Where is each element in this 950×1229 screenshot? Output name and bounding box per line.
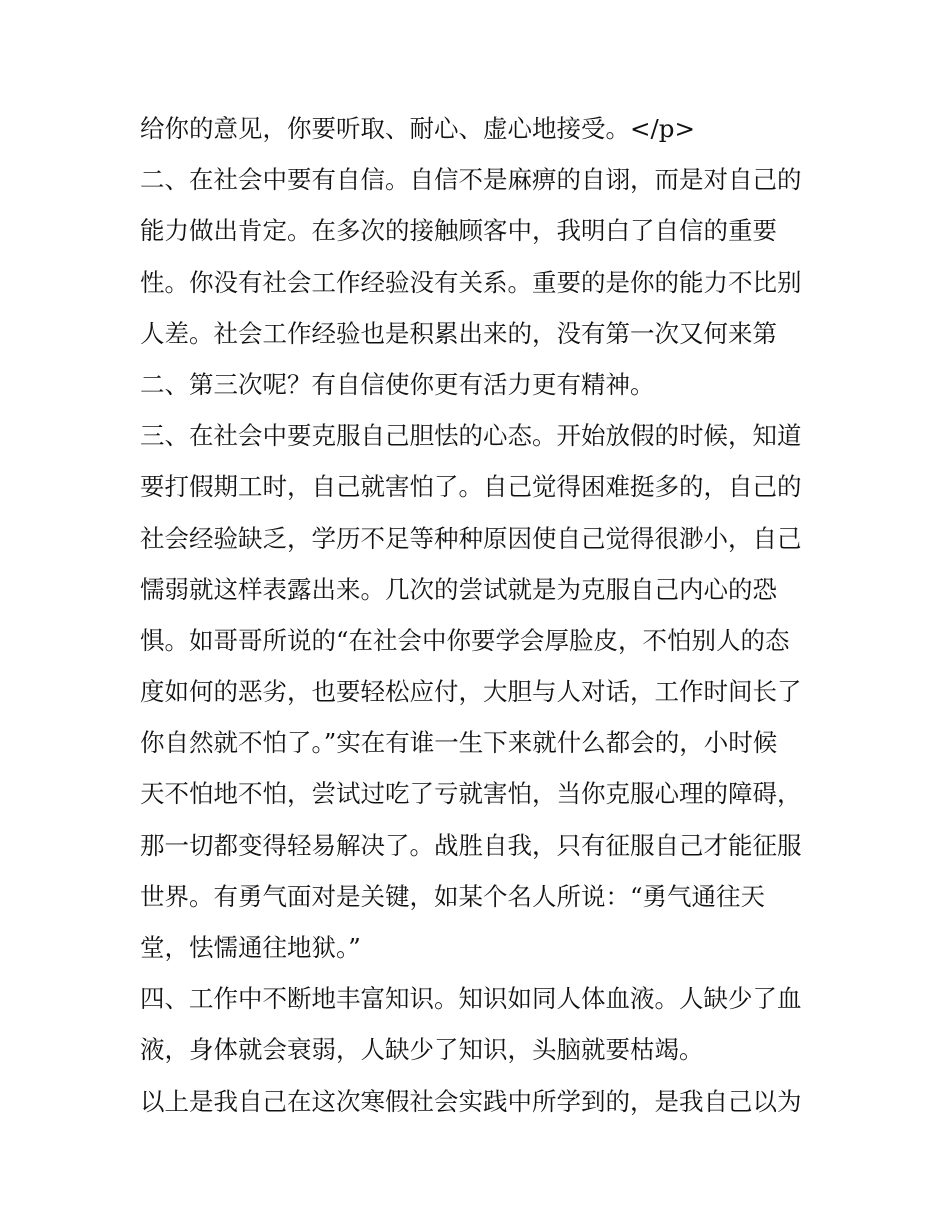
text-line: 能力做出肯定。在多次的接触顾客中，我明白了自信的重要 (140, 216, 777, 246)
text-line: 二、在社会中要有自信。自信不是麻痹的自诩，而是对自己的 (140, 165, 802, 195)
text-line: 天不怕地不怕，尝试过吃了亏就害怕，当你克服心理的障碍， (140, 779, 802, 809)
text-line: 给你的意见，你要听取、耐心、虚心地接受。</p> (140, 114, 695, 143)
text-line: 人差。社会工作经验也是积累出来的，没有第一次又何来第 (140, 318, 777, 348)
text-line: 那一切都变得轻易解决了。战胜自我，只有征服自己才能征服 (140, 830, 802, 860)
text-line: 社会经验缺乏，学历不足等种种原因使自己觉得很渺小，自己 (140, 523, 802, 553)
text-line: 二、第三次呢？有自信使你更有活力更有精神。 (140, 369, 655, 399)
text-line: 世界。有勇气面对是关键，如某个名人所说：“勇气通往天 (140, 881, 766, 911)
text-line: 三、在社会中要克服自己胆怯的心态。开始放假的时候，知道 (140, 421, 802, 451)
text-line: 要打假期工时，自己就害怕了。自己觉得困难挺多的，自己的 (140, 472, 802, 502)
text-line: 以上是我自己在这次寒假社会实践中所学到的，是我自己以为 (140, 1086, 802, 1116)
text-line: 性。你没有社会工作经验没有关系。重要的是你的能力不比别 (140, 267, 802, 297)
text-line: 懦弱就这样表露出来。几次的尝试就是为克服自己内心的恐 (140, 574, 777, 604)
body-text (140, 103, 820, 1127)
text-line: 你自然就不怕了。”实在有谁一生下来就什么都会的，小时候 (140, 728, 778, 758)
text-line: 堂，怯懦通往地狱。” (140, 933, 361, 962)
text-line: 液，身体就会衰弱，人缺少了知识，头脑就要枯竭。 (140, 1035, 704, 1065)
text-line: 度如何的恶劣，也要轻松应付，大胆与人对话，工作时间长了 (140, 677, 802, 707)
text-line: 惧。如哥哥所说的“在社会中你要学会厚脸皮，不怕别人的态 (140, 625, 790, 655)
text-line: 四、工作中不断地丰富知识。知识如同人体血液。人缺少了血 (140, 984, 802, 1014)
